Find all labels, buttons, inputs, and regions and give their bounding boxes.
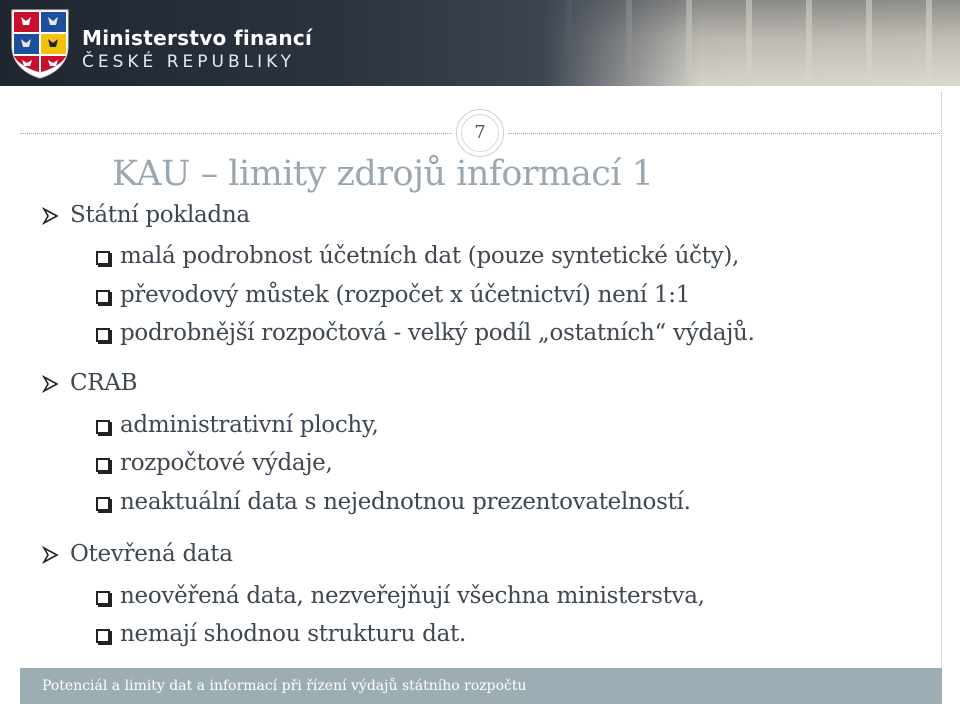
checkbox-bullet-icon bbox=[96, 251, 110, 265]
list-item-text: podrobnější rozpočtová - velký podíl „ostatních“ výdajů. bbox=[120, 320, 755, 346]
separator-left bbox=[20, 133, 452, 134]
checkbox-bullet-icon bbox=[96, 328, 110, 342]
slide-title: KAU – limity zdrojů informací 1 bbox=[112, 154, 654, 194]
section-label: CRAB bbox=[70, 370, 138, 396]
state-emblem-icon bbox=[8, 6, 72, 80]
section-label: Otevřená data bbox=[70, 541, 233, 567]
list-item-text: nemají shodnou strukturu dat. bbox=[120, 621, 466, 647]
list-item-text: neaktuální data s nejednotnou prezentovatelností. bbox=[120, 489, 691, 515]
arrow-bullet-icon bbox=[42, 541, 60, 569]
checkbox-bullet-icon bbox=[96, 497, 110, 511]
brand-subtitle: ČESKÉ REPUBLIKY bbox=[82, 52, 296, 72]
list-item-text: neověřená data, nezveřejňují všechna ministerstva, bbox=[120, 583, 705, 609]
brand-title: Ministerstvo financí bbox=[82, 26, 313, 50]
list-item-text: rozpočtové výdaje, bbox=[120, 450, 333, 476]
header-banner bbox=[0, 0, 960, 86]
footer-bar bbox=[20, 668, 942, 704]
checkbox-bullet-icon bbox=[96, 290, 110, 304]
section-label: Státní pokladna bbox=[70, 202, 250, 228]
page-number: 7 bbox=[461, 114, 499, 152]
page-number-badge bbox=[456, 109, 504, 157]
checkbox-bullet-icon bbox=[96, 458, 110, 472]
checkbox-bullet-icon bbox=[96, 629, 110, 643]
arrow-bullet-icon bbox=[42, 202, 60, 230]
frame-right-border bbox=[941, 92, 942, 702]
checkbox-bullet-icon bbox=[96, 420, 110, 434]
building-photo bbox=[540, 0, 960, 86]
separator-right bbox=[508, 133, 940, 134]
list-item-text: administrativní plochy, bbox=[120, 412, 379, 438]
checkbox-bullet-icon bbox=[96, 591, 110, 605]
list-item-text: převodový můstek (rozpočet x účetnictví) není 1:1 bbox=[120, 282, 691, 308]
arrow-bullet-icon bbox=[42, 370, 60, 398]
footer-text: Potenciál a limity dat a informací při řízení výdajů státního rozpočtu bbox=[42, 678, 527, 694]
list-item-text: malá podrobnost účetních dat (pouze syntetické účty), bbox=[120, 243, 740, 269]
